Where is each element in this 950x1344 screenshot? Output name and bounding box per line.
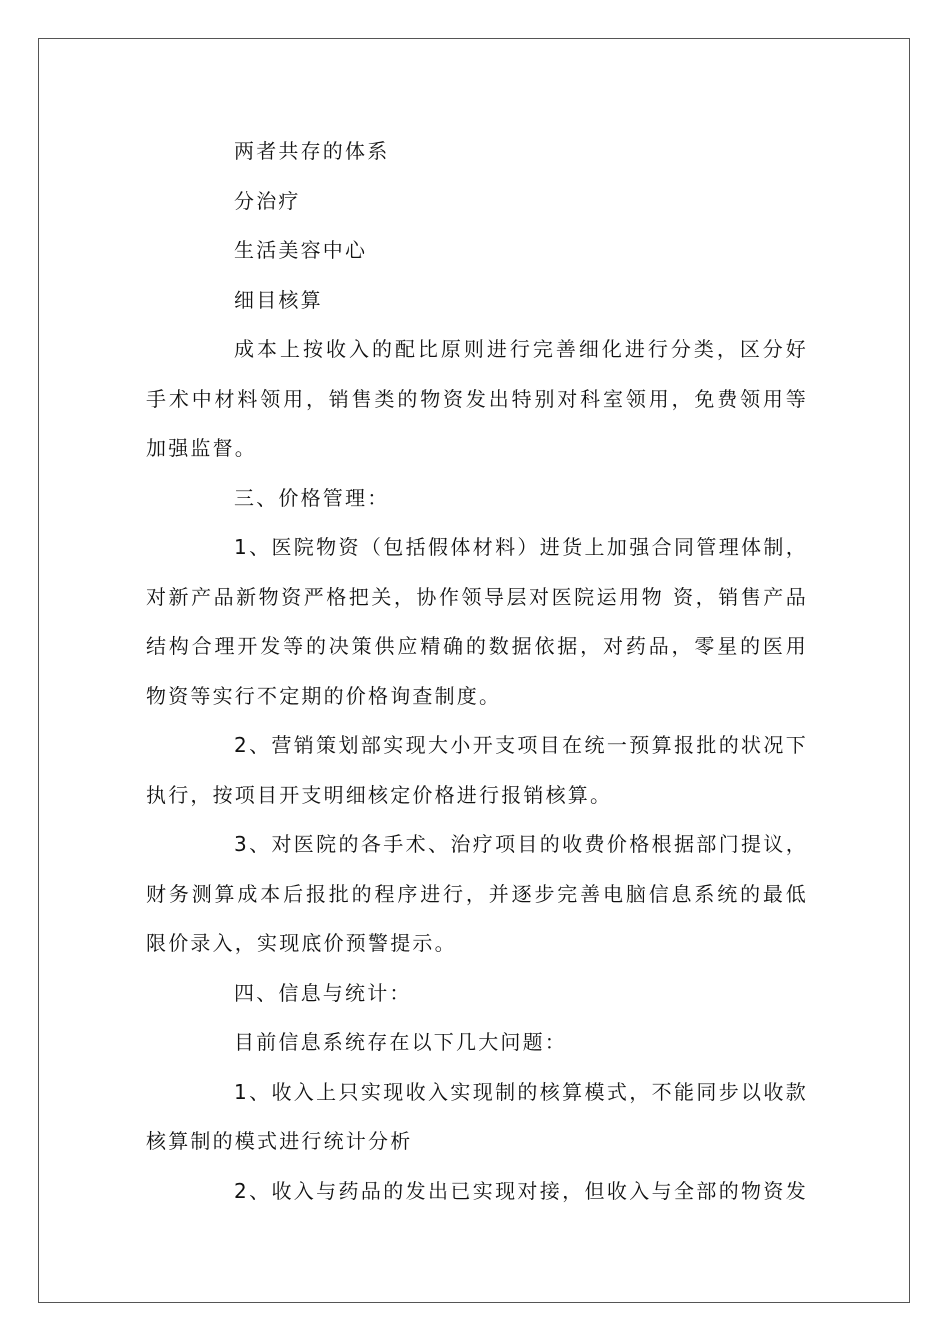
text-line: 分治疗 — [234, 188, 301, 213]
text-line: 生活美容中心 — [234, 238, 368, 262]
text-line: 细目核算 — [234, 287, 323, 312]
text-line: 限价录入，实现底价预警提示。 — [146, 931, 457, 955]
text-line: 对新产品新物资严格把关，协作领导层对医院运用物 资，销售产品 — [146, 584, 808, 609]
text-line: 物资等实行不定期的价格询查制度。 — [146, 683, 502, 708]
text-line: 3、对医院的各手术、治疗项目的收费价格根据部门提议， — [234, 832, 808, 856]
text-line: 财务测算成本后报批的程序进行，并逐步完善电脑信息系统的最低 — [146, 881, 808, 906]
text-line: 加强监督。 — [146, 436, 257, 460]
text-line: 核算制的模式进行统计分析 — [146, 1129, 413, 1153]
document-body — [146, 127, 808, 1216]
text-line: 1、医院物资（包括假体材料）进货上加强合同管理体制， — [234, 535, 808, 559]
section-heading: 三、价格管理： — [234, 485, 390, 510]
text-line: 2、收入与药品的发出已实现对接，但收入与全部的物资发 — [234, 1178, 808, 1203]
text-line: 2、营销策划部实现大小开支项目在统一预算报批的状况下 — [234, 733, 808, 757]
text-line: 两者共存的体系 — [234, 139, 390, 163]
text-line: 手术中材料领用，销售类的物资发出特别对科室领用，免费领用等 — [146, 386, 808, 411]
text-line: 成本上按收入的配比原则进行完善细化进行分类，区分好 — [234, 337, 808, 361]
section-heading: 四、信息与统计： — [234, 980, 412, 1005]
text-line: 执行，按项目开支明细核定价格进行报销核算。 — [146, 782, 613, 807]
text-line: 结构合理开发等的决策供应精确的数据依据，对药品，零星的医用 — [146, 634, 808, 658]
text-line: 目前信息系统存在以下几大问题： — [234, 1030, 567, 1054]
text-line: 1、收入上只实现收入实现制的核算模式，不能同步以收款 — [234, 1079, 808, 1104]
